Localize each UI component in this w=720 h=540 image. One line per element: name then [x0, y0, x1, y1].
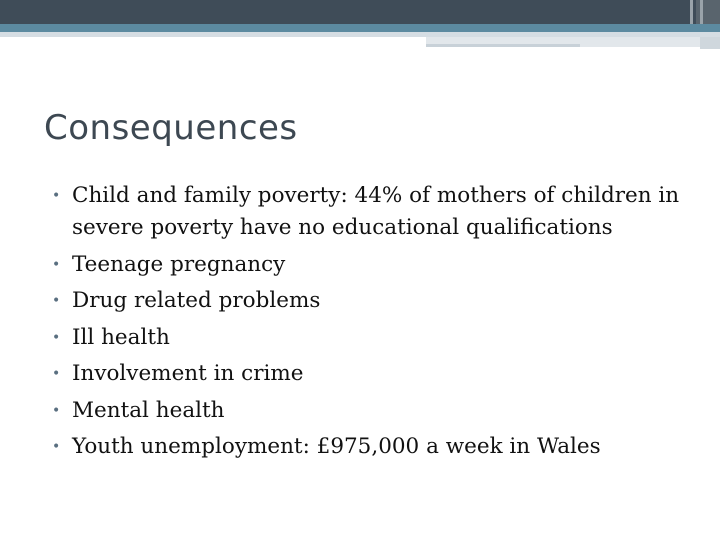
- bullet-marker-icon: •: [52, 329, 61, 346]
- bullet-text: Teenage pregnancy: [72, 251, 286, 277]
- bullet-item: [52, 285, 702, 317]
- bullet-item: [52, 395, 702, 427]
- bullet-text: Child and family poverty: 44% of mothers of children in severe poverty have no educational qualifications: [72, 183, 680, 240]
- bullet-marker-icon: •: [52, 256, 61, 273]
- header-band-shadow: [426, 44, 580, 47]
- bullet-item: [52, 180, 702, 244]
- bullet-text: Ill health: [72, 324, 170, 350]
- bullet-marker-icon: •: [52, 439, 61, 455]
- bullet-text: Youth unemployment: £975,000 a week in Wales: [72, 434, 601, 459]
- bullet-marker-icon: •: [52, 366, 61, 382]
- bullet-list: [52, 180, 702, 468]
- bullet-marker-icon: •: [52, 188, 61, 204]
- header-band-corner-light: [700, 37, 720, 49]
- header-band-dark: [0, 0, 720, 24]
- bullet-item: [52, 358, 702, 390]
- header-stripe: [690, 0, 693, 24]
- bullet-item: [52, 322, 702, 354]
- bullet-item: [52, 249, 702, 281]
- bullet-marker-icon: •: [52, 402, 61, 419]
- slide-title: Consequences: [44, 108, 298, 148]
- bullet-text: Drug related problems: [72, 288, 321, 313]
- bullet-text: Involvement in crime: [72, 361, 304, 386]
- bullet-marker-icon: •: [52, 293, 61, 309]
- header-stripe: [700, 0, 703, 24]
- header-band-accent: [0, 24, 720, 32]
- bullet-text: Mental health: [72, 397, 225, 423]
- bullet-item: [52, 431, 702, 463]
